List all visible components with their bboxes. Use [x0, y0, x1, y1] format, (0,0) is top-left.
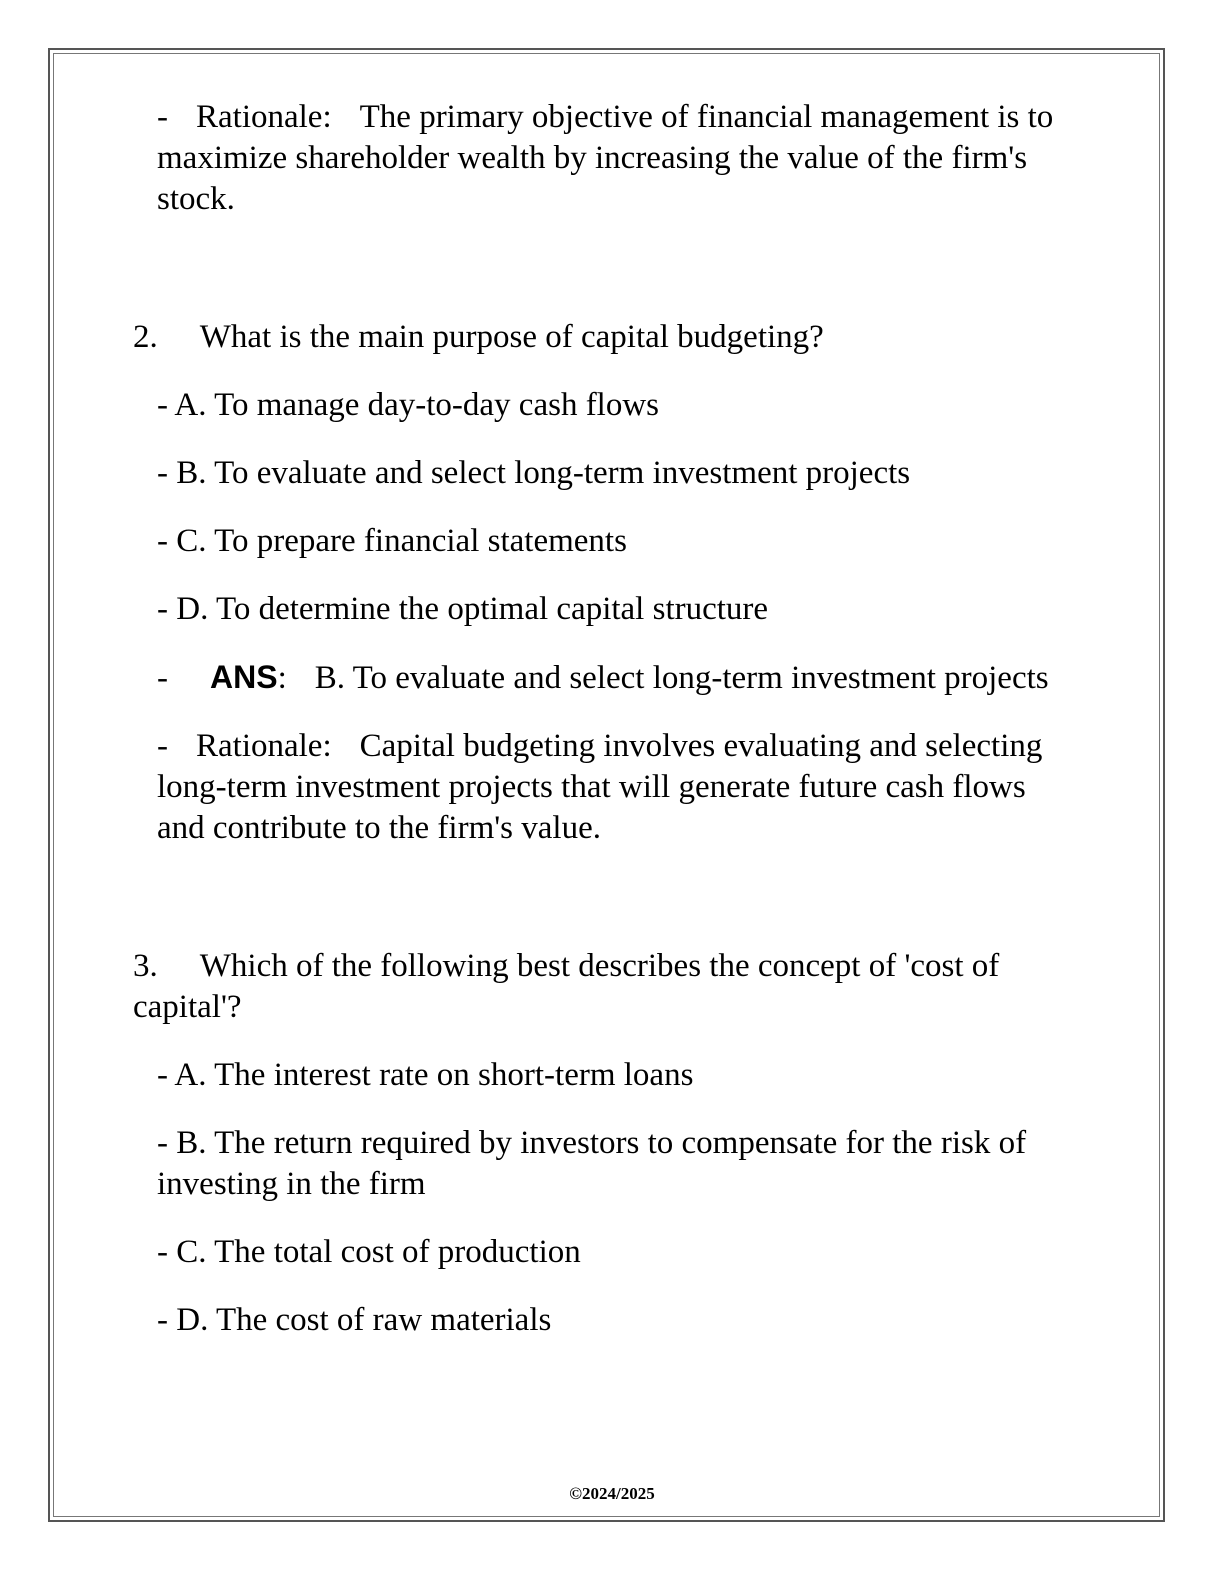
question-3: [133, 946, 1073, 1028]
q3-option-c: - C. The total cost of production: [157, 1234, 581, 1270]
rationale-1-label: Rationale:: [196, 99, 332, 135]
document-content: [133, 97, 1073, 1341]
rationale-1-text: The primary objective of financial management is to maximize shareholder wealth by increasing the value of the firm's stock.: [157, 99, 1054, 217]
q2-option-d: - D. To determine the optimal capital structure: [157, 591, 769, 627]
question-2-number: 2.: [133, 319, 158, 355]
question-3-text: Which of the following best describes the concept of 'cost of capital'?: [133, 948, 1000, 1025]
q2-answer-text: B. To evaluate and select long-term investment projects: [314, 660, 1049, 696]
q3-option-b: - B. The return required by investors to compensate for the risk of investing in the firm: [157, 1125, 1027, 1202]
q2-answer: [133, 657, 1073, 699]
q2-option-b: - B. To evaluate and select long-term investment projects: [157, 455, 911, 491]
q2-rationale-text: Capital budgeting involves evaluating and selecting long-term investment projects that will generate future cash flows and contribute to the firm's value.: [157, 728, 1043, 846]
q2-option-a: - A. To manage day-to-day cash flows: [157, 387, 660, 423]
rationale-1: [133, 97, 1073, 220]
question-2-text: What is the main purpose of capital budgeting?: [199, 319, 824, 355]
q2-rationale: [133, 726, 1073, 849]
q3-option-a: - A. The interest rate on short-term loans: [157, 1057, 694, 1093]
q2-rationale-label: Rationale:: [196, 728, 332, 764]
question-3-number: 3.: [133, 948, 158, 984]
copyright-footer: ©2024/2025: [569, 1484, 655, 1503]
q2-answer-dash: -: [157, 660, 168, 696]
q2-answer-colon: :: [277, 660, 287, 696]
rationale-1-dash: -: [157, 99, 168, 135]
q2-rationale-dash: -: [157, 728, 168, 764]
q2-option-c: - C. To prepare financial statements: [157, 523, 627, 559]
q2-answer-label: ANS: [210, 659, 278, 695]
question-2: [133, 317, 1073, 358]
q3-option-d: - D. The cost of raw materials: [157, 1302, 552, 1338]
